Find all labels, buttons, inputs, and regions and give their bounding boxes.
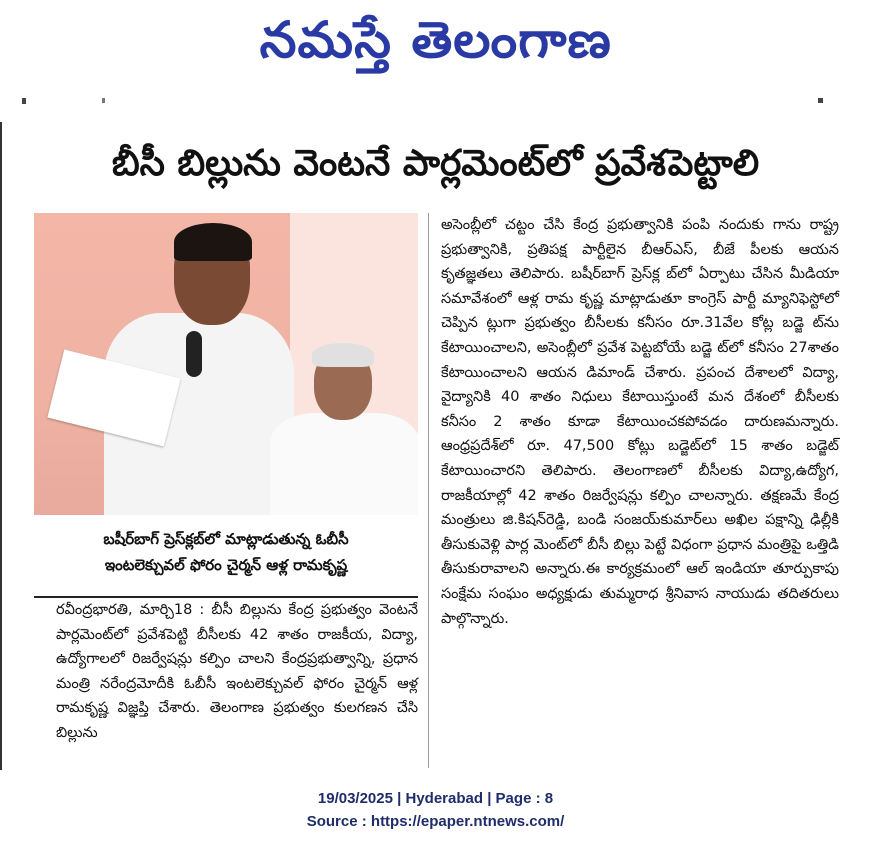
microphone-icon <box>186 331 202 377</box>
photo-caption-line-1: బషీర్‌బాగ్ ప్రెస్‌క్లబ్‌లో మాట్లాడుతున్న ఓబీసీ <box>103 530 349 548</box>
photo-caption-line-2: ఇంటలెక్చువల్ ఫోరం చైర్మన్ ఆళ్ల రామకృష్ణ <box>104 556 348 574</box>
article-body-left-column: రవీంద్రభారతి, మార్చి18 : బీసీ బిల్లును కేంద్ర ప్రభుత్వం వెంటనే పార్లమెంట్‌లో ప్రవేశపెట్టి బీసీలకు 42 శాతం రాజకీయ, విద్యా, ఉద్యోగాలలో రిజర్వేషన్లు కల్పిం చాలని కేంద్రప్రభుత్వాన్ని, ప్రధాన మంత్రి నరేంద్రమోదీకి ఓబీసీ ఇంటలెక్చువల్ ఫోరం చైర్మన్ ఆళ్ల రామకృష్ణ విజ్ఞప్తి చేశారు. తెలంగాణ ప్రభుత్వం కులగణన చేసి బిల్లును <box>56 602 418 741</box>
masthead-title: నమస్తే తెలంగాణ <box>259 10 612 69</box>
column-divider <box>428 213 429 768</box>
footer-source-link[interactable]: Source : https://epaper.ntnews.com/ <box>306 813 565 830</box>
dateline-mark-left <box>22 98 26 104</box>
dateline-mark-mid <box>102 98 105 103</box>
footer-date-page: 19/03/2025 | Hyderabad | Page : 8 <box>317 790 554 807</box>
photo-caption <box>34 518 418 598</box>
source-footer <box>0 787 871 833</box>
article-photo <box>34 213 418 515</box>
newspaper-masthead <box>0 0 871 92</box>
masthead-dateline-strip <box>0 94 871 108</box>
photo-seated-person-hair <box>312 343 374 367</box>
dateline-mark-right <box>818 98 823 103</box>
article-headline: బీసీ బిల్లును వెంటనే పార్లమెంట్‌లో ప్రవేశపెట్టాలి <box>111 143 760 184</box>
photo-seated-person-body <box>270 413 418 515</box>
photo-speaker-hair <box>174 223 252 261</box>
article-body-right-column: అసెంబ్లీలో చట్టం చేసి కేంద్ర ప్రభుత్వానికి పంపి నందుకు గాను రాష్ట్ర ప్రభుత్వానికి, ప్రతిపక్ష పార్టీలైన బీఆర్‌ఎస్, బీజే పీలకు ఆయన కృతజ్ఞతలు తెలిపారు. బషీర్‌బాగ్ ప్రెస్‌క్ల బ్‌లో ఏర్పాటు చేసిన మీడియా సమావేశంలో ఆళ్ల రామ కృష్ణ మాట్లాడుతూ కాంగ్రెస్ పార్టీ మ్యానిఫెస్టోలో చెప్పిన ట్లుగా ప్రభుత్వం బీసీలకు కనీసం రూ.31వేల కోట్ల బడ్జె ట్‌ను కేటాయించాలని, అసెంబ్లీలో ప్రవేశ పెట్టబోయే బడ్జె ట్‌లో కనీసం 27శాతం కేటాయించాలని ఆయన డిమాండ్ చేశారు. ప్రపంచ దేశాలలో విద్యా, వైద్యానికి 40 శాతం నిధులు కేటాయిస్తుంటే మన దేశంలో బీసీలకు కనీసం 2 శాతం కూడా కేటాయించకపోవడం దారుణమన్నారు. ఆంధ్రప్రదేశ్‌లో రూ. 47,500 కోట్లు బడ్జెట్‌లో 15 శాతం బడ్జెట్ కేటాయించారని తెలిపారు. తెలంగాణలో బీసీలకు విద్యా,ఉద్యోగ, రాజకీయాల్లో 42 శాతం రిజర్వేషన్లు కల్పిం చాలన్నారు. తక్షణమే కేంద్ర మంత్రులు జి.కిషన్‌రెడ్డి, బండి సంజయ్‌కుమార్‌లు అఖిల పక్షాన్ని ఢిల్లీకి తీసుకువెళ్లి పార్ల మెంట్‌లో బీసీ బిల్లు పెట్టే విధంగా ప్రధాన మంత్రిపై ఒత్తిడి తీసుకురావాలని అన్నారు.ఈ కార్యక్రమంలో ఆల్ ఇండియా తూర్పుకాపు సంక్షేమ సంఘం అధ్యక్షుడు తుమ్మరాధ శ్రీనివాస నాయుడు తదితరులు పాల్గొన్నారు. <box>441 217 839 627</box>
